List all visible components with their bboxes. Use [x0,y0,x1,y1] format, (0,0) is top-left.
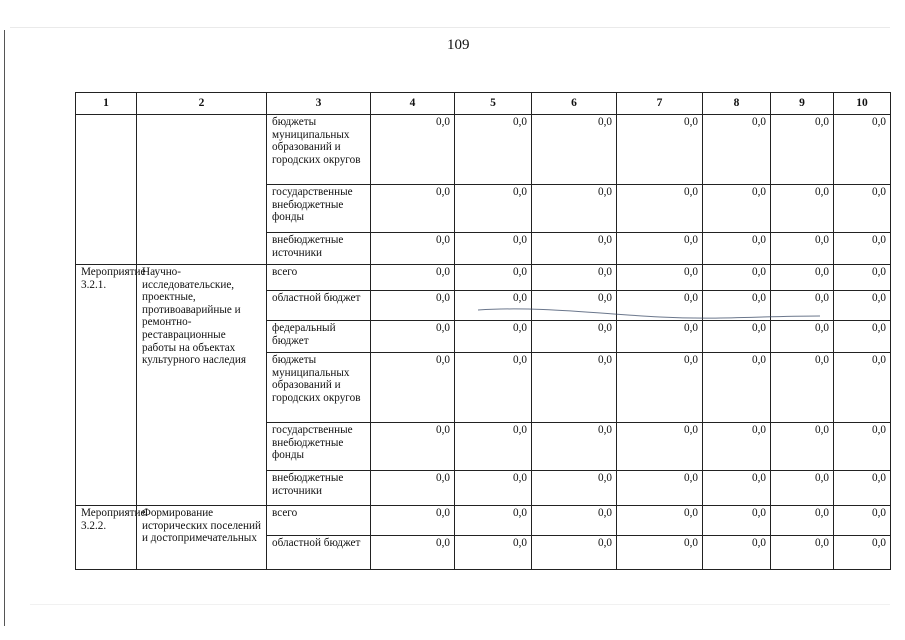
value-cell: 0,0 [532,291,617,321]
value-cell: 0,0 [455,265,532,291]
value-cell: 0,0 [703,185,771,233]
value-cell: 0,0 [455,115,532,185]
value-cell: 0,0 [371,265,455,291]
column-header: 9 [771,93,834,115]
value-cell: 0,0 [371,353,455,423]
column-header: 3 [267,93,371,115]
column-header: 2 [137,93,267,115]
value-cell: 0,0 [532,506,617,536]
value-cell: 0,0 [371,291,455,321]
value-cell: 0,0 [703,423,771,471]
funding-source: бюджеты муниципальных образований и городских округов [267,353,371,423]
value-cell: 0,0 [771,321,834,353]
funding-source: государственные внебюджетные фонды [267,423,371,471]
value-cell: 0,0 [532,185,617,233]
value-cell: 0,0 [834,265,891,291]
measure-label: Мероприятие 3.2.1. [76,265,137,506]
value-cell: 0,0 [371,423,455,471]
value-cell: 0,0 [455,233,532,265]
value-cell: 0,0 [371,321,455,353]
value-cell: 0,0 [532,115,617,185]
value-cell: 0,0 [617,423,703,471]
column-header: 4 [371,93,455,115]
value-cell: 0,0 [455,471,532,506]
measure-label-cell [76,115,137,265]
value-cell: 0,0 [371,536,455,570]
value-cell: 0,0 [771,265,834,291]
column-header: 8 [703,93,771,115]
measure-label: Мероприятие 3.2.2. [76,506,137,570]
value-cell: 0,0 [617,471,703,506]
value-cell: 0,0 [455,353,532,423]
measure-title-cell [137,115,267,265]
value-cell: 0,0 [617,265,703,291]
value-cell: 0,0 [703,265,771,291]
value-cell: 0,0 [532,321,617,353]
value-cell: 0,0 [371,471,455,506]
value-cell: 0,0 [703,115,771,185]
page-number: 109 [447,37,470,53]
value-cell: 0,0 [371,115,455,185]
column-header: 10 [834,93,891,115]
value-cell: 0,0 [703,233,771,265]
value-cell: 0,0 [771,506,834,536]
value-cell: 0,0 [771,471,834,506]
value-cell: 0,0 [371,233,455,265]
value-cell: 0,0 [771,536,834,570]
value-cell: 0,0 [532,423,617,471]
funding-source: бюджеты муниципальных образований и городских округов [267,115,371,185]
value-cell: 0,0 [834,233,891,265]
funding-source: областной бюджет [267,536,371,570]
value-cell: 0,0 [617,353,703,423]
value-cell: 0,0 [703,536,771,570]
value-cell: 0,0 [703,353,771,423]
value-cell: 0,0 [834,423,891,471]
value-cell: 0,0 [703,291,771,321]
value-cell: 0,0 [617,185,703,233]
value-cell: 0,0 [703,506,771,536]
value-cell: 0,0 [771,353,834,423]
value-cell: 0,0 [771,233,834,265]
funding-source: федеральный бюджет [267,321,371,353]
value-cell: 0,0 [834,291,891,321]
value-cell: 0,0 [455,321,532,353]
value-cell: 0,0 [834,353,891,423]
header-row [76,93,891,115]
value-cell: 0,0 [371,506,455,536]
funding-source: областной бюджет [267,291,371,321]
value-cell: 0,0 [617,233,703,265]
value-cell: 0,0 [834,471,891,506]
value-cell: 0,0 [455,423,532,471]
table-row [76,115,891,185]
value-cell: 0,0 [532,233,617,265]
value-cell: 0,0 [834,536,891,570]
funding-source: государственные внебюджетные фонды [267,185,371,233]
value-cell: 0,0 [455,506,532,536]
value-cell: 0,0 [771,423,834,471]
funding-source: внебюджетные источники [267,471,371,506]
value-cell: 0,0 [771,115,834,185]
value-cell: 0,0 [834,506,891,536]
column-header: 7 [617,93,703,115]
column-header: 6 [532,93,617,115]
value-cell: 0,0 [532,265,617,291]
value-cell: 0,0 [834,321,891,353]
budget-table [75,92,891,570]
value-cell: 0,0 [455,536,532,570]
scan-artifact-bottom [30,604,890,605]
measure-title: Научно-исследовательские, проектные, противоаварийные и ремонтно-реставрационные работы на объектах культурного наследия [137,265,267,506]
value-cell: 0,0 [532,353,617,423]
value-cell: 0,0 [455,291,532,321]
funding-source: всего [267,506,371,536]
value-cell: 0,0 [617,506,703,536]
column-header: 1 [76,93,137,115]
value-cell: 0,0 [371,185,455,233]
value-cell: 0,0 [617,115,703,185]
table-row [76,506,891,536]
value-cell: 0,0 [532,536,617,570]
page-edge-shadow [4,30,5,626]
value-cell: 0,0 [617,536,703,570]
value-cell: 0,0 [703,321,771,353]
value-cell: 0,0 [703,471,771,506]
funding-source: внебюджетные источники [267,233,371,265]
table-row [76,265,891,291]
value-cell: 0,0 [455,185,532,233]
value-cell: 0,0 [834,185,891,233]
value-cell: 0,0 [617,291,703,321]
measure-title: Формирование исторических поселений и достопримечательных [137,506,267,570]
value-cell: 0,0 [617,321,703,353]
column-header: 5 [455,93,532,115]
value-cell: 0,0 [771,291,834,321]
value-cell: 0,0 [532,471,617,506]
scan-artifact-top [10,27,890,28]
value-cell: 0,0 [771,185,834,233]
value-cell: 0,0 [834,115,891,185]
funding-source: всего [267,265,371,291]
